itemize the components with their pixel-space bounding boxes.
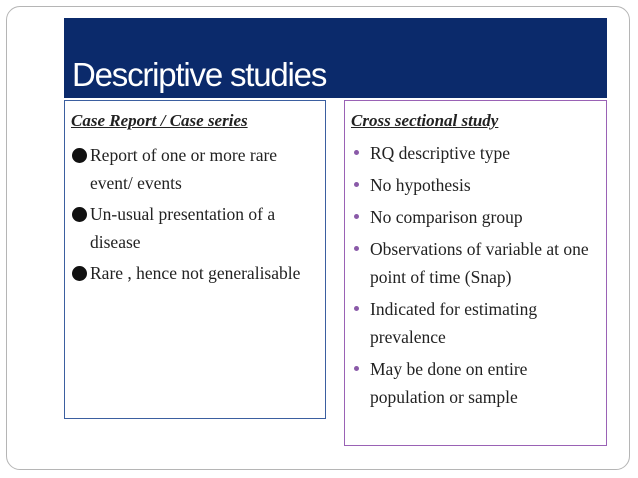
list-item-text: Rare , hence not generalisable bbox=[90, 263, 301, 283]
list-item-text: Report of one or more rare event/ events bbox=[90, 145, 278, 193]
list-item bbox=[71, 141, 321, 197]
list-item bbox=[351, 171, 602, 199]
list-item bbox=[71, 259, 321, 287]
list-item-text: No hypothesis bbox=[370, 175, 471, 195]
list-item-text: Observations of variable at one point of time (Snap) bbox=[370, 239, 589, 287]
case-report-panel bbox=[64, 100, 326, 419]
bullet-dot-icon bbox=[354, 182, 359, 187]
list-item-text: Un-usual presentation of a disease bbox=[90, 204, 276, 252]
bullet-dot-icon bbox=[72, 266, 87, 281]
list-item-text: May be done on entire population or sample bbox=[370, 359, 528, 407]
list-item bbox=[351, 355, 602, 411]
title-bar bbox=[64, 18, 607, 98]
bullet-dot-icon bbox=[354, 306, 359, 311]
list-item-text: RQ descriptive type bbox=[370, 143, 510, 163]
slide-title: Descriptive studies bbox=[72, 56, 327, 93]
bullet-dot-icon bbox=[354, 366, 359, 371]
list-item bbox=[71, 200, 321, 256]
bullet-dot-icon bbox=[72, 207, 87, 222]
bullet-dot-icon bbox=[354, 214, 359, 219]
cross-sectional-panel bbox=[344, 100, 607, 446]
list-item bbox=[351, 203, 602, 231]
cross-sectional-list bbox=[351, 139, 602, 415]
list-item bbox=[351, 139, 602, 167]
list-item-text: Indicated for estimating prevalence bbox=[370, 299, 538, 347]
case-report-list bbox=[71, 141, 321, 290]
cross-sectional-heading: Cross sectional study bbox=[351, 111, 499, 130]
bullet-dot-icon bbox=[72, 148, 87, 163]
list-item-text: No comparison group bbox=[370, 207, 523, 227]
case-report-heading: Case Report / Case series bbox=[71, 111, 248, 130]
bullet-dot-icon bbox=[354, 246, 359, 251]
list-item bbox=[351, 235, 602, 291]
bullet-dot-icon bbox=[354, 150, 359, 155]
list-item bbox=[351, 295, 602, 351]
